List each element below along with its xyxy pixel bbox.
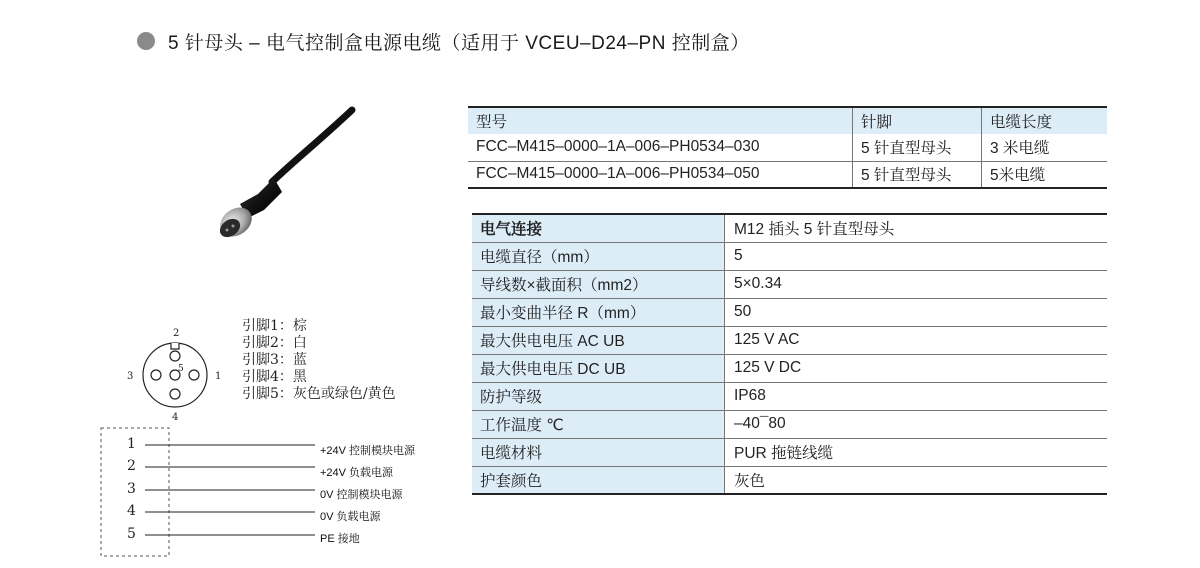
pin-legend-item: 引脚4：黑 [242,369,307,385]
wire-number: 5 [127,526,136,542]
pin-number-5: 5 [178,364,184,374]
wire-label: +24V 控制模块电源 [320,445,416,457]
pins-cell: 5 针直型母头 [853,161,982,188]
pin-number-1: 1 [215,371,222,382]
spec-value: IP68 [725,382,1108,410]
table-row [472,326,1107,354]
wire-number: 1 [127,436,136,452]
table-row [472,214,1107,242]
table-row [472,466,1107,494]
spec-value: 125 V AC [725,326,1108,354]
table-row [472,410,1107,438]
wire-label: PE 接地 [320,533,360,545]
pins-cell: 5 针直型母头 [853,134,982,161]
column-header-model: 型号 [468,107,853,134]
pin-number-2: 2 [173,328,180,339]
spec-key: 工作温度 ℃ [472,410,725,438]
spec-value: 50 [725,298,1108,326]
model-cell: FCC–M415–0000–1A–006–PH0534–050 [468,161,853,188]
cable-length-cell: 3 米电缆 [982,134,1108,161]
wiring-diagram [100,425,430,560]
bullet-icon [137,32,155,50]
cable-connector-image [200,100,370,250]
spec-key: 最大供电电压 AC UB [472,326,725,354]
column-header-cable-length: 电缆长度 [982,107,1108,134]
spec-key: 电缆材料 [472,438,725,466]
spec-key: 电缆直径（mm） [472,242,725,270]
table-header-row [468,107,1107,134]
model-cell: FCC–M415–0000–1A–006–PH0534–030 [476,138,760,156]
spec-key: 护套颜色 [472,466,725,494]
column-header-pins: 针脚 [853,107,982,134]
spec-value: 5 [725,242,1108,270]
pin-layout-diagram [118,322,233,427]
wire-number: 3 [127,481,136,497]
spec-value: M12 插头 5 针直型母头 [725,214,1108,242]
pin-number-3: 3 [127,371,134,382]
wire-label: 0V 控制模块电源 [320,489,403,501]
pin-legend-item: 引脚5：灰色或绿色/黄色 [242,386,396,402]
spec-key: 导线数×截面积（mm2） [472,270,725,298]
table-row [472,354,1107,382]
spec-key: 防护等级 [472,382,725,410]
table-row [472,298,1107,326]
spec-value: PUR 拖链线缆 [725,438,1108,466]
wire-number: 2 [127,458,136,474]
wire-number: 4 [127,503,136,519]
table-row [472,242,1107,270]
pin-legend-item: 引脚3：蓝 [242,352,307,368]
spec-value: 灰色 [725,466,1108,494]
pin-legend-item: 引脚2：白 [242,335,307,351]
pin-color-legend [242,318,396,403]
spec-key: 最大供电电压 DC UB [472,354,725,382]
spec-value: –40¯80 [725,410,1108,438]
spec-value: 5×0.34 [725,270,1108,298]
spec-key: 电气连接 [472,214,725,242]
pin-legend-item: 引脚1：棕 [242,318,307,334]
wire-label: 0V 负载电源 [320,511,381,523]
table-row [468,161,1107,188]
cable-length-cell: 5米电缆 [982,161,1108,188]
spec-table [472,213,1107,495]
table-row [472,382,1107,410]
table-row [472,438,1107,466]
wire-label: +24V 负载电源 [320,467,394,479]
spec-value: 125 V DC [725,354,1108,382]
spec-key: 最小变曲半径 R（mm） [472,298,725,326]
pin-number-4: 4 [172,412,179,423]
section-title: 5 针母头 – 电气控制盒电源电缆（适用于 VCEU–D24–PN 控制盒） [168,32,750,54]
table-row [472,270,1107,298]
model-table [468,106,1107,189]
section-header [137,26,750,56]
table-row [468,134,1107,161]
